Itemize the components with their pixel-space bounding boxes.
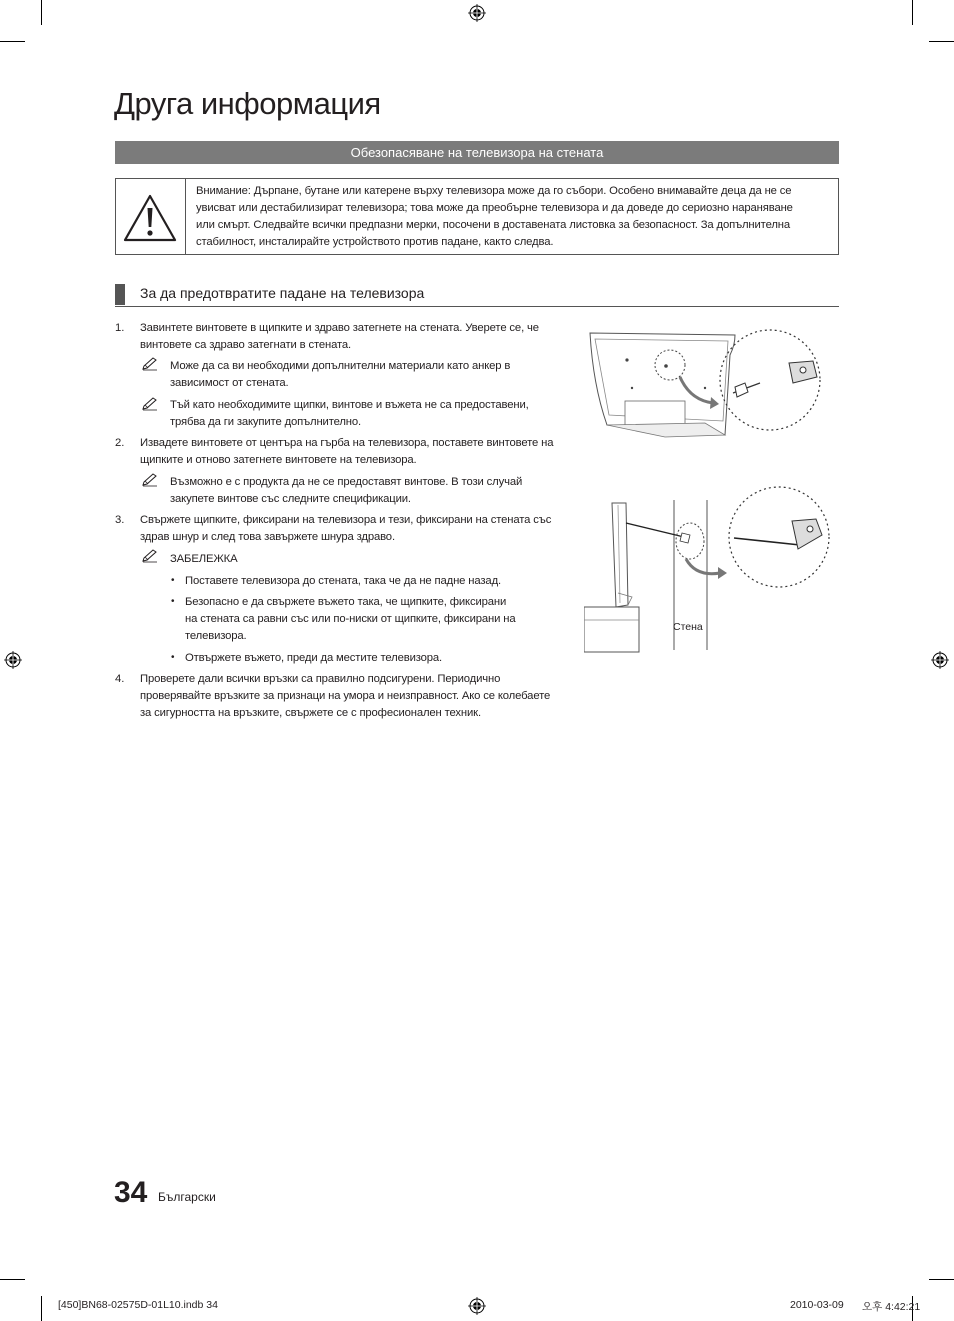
crop-mark xyxy=(41,1296,42,1321)
step-number: 1. xyxy=(115,322,125,334)
step-text: Проверете дали всички връзки са правилно подсигурени. Периодично проверявайте връзките за признаци на умора и неизправност. Ако се колебаете за сигурността на връзките, свържете се с професионален техник. xyxy=(140,673,551,719)
registration-mark-icon xyxy=(931,651,949,669)
caution-text xyxy=(196,183,832,251)
crop-mark xyxy=(0,41,25,42)
page-title: Друга информация xyxy=(114,86,381,121)
crop-mark xyxy=(912,0,913,25)
step-number: 2. xyxy=(115,437,125,449)
sub-heading-text: За да предотвратите падане на телевизора xyxy=(140,285,425,301)
footer-file-info: [450]BN68-02575D-01L10.indb 34 xyxy=(58,1299,218,1311)
caution-box xyxy=(115,178,839,255)
caution-line: увисват или дестабилизират телевизора; това може да преобърне телевизора и да доведе до сериозно нараняване xyxy=(196,202,793,214)
caution-line: стабилност, инсталирайте устройството против падане, както следва. xyxy=(196,236,554,248)
page-number: 34 xyxy=(114,1176,148,1209)
crop-mark xyxy=(0,1279,25,1280)
step-number: 4. xyxy=(115,673,125,685)
registration-mark-icon xyxy=(4,651,22,669)
section-title-bar: Обезопасяване на телевизора на стената xyxy=(115,141,839,164)
note-text: Може да са ви необходими допълнителни материали като анкер в зависимост от стената. xyxy=(170,360,511,389)
caution-label: Внимание xyxy=(196,185,248,197)
language-label: Български xyxy=(158,1190,216,1204)
tv-wall-cord-illustration xyxy=(584,485,834,655)
registration-mark-icon xyxy=(468,4,486,22)
tv-back-clip-illustration xyxy=(585,325,830,445)
crop-mark xyxy=(41,0,42,25)
registration-mark-icon xyxy=(468,1297,486,1315)
step-text: Свържете щипките, фиксирани на телевизора и тези, фиксирани на стената със здрав шнур и след това завържете шнура здраво. xyxy=(140,514,552,543)
bullet-icon: • xyxy=(171,652,175,663)
step-text: Завинтете винтовете в щипките и здраво затегнете на стената. Уверете се, че винтовете са здраво затегнати в стената. xyxy=(140,322,539,351)
note-heading: ЗАБЕЛЕЖКА xyxy=(170,553,238,565)
bullet-text: Отвържете въжето, преди да местите телевизора. xyxy=(185,652,443,664)
note-pencil-icon xyxy=(141,473,159,487)
step-number: 3. xyxy=(115,514,125,526)
bullet-text: Поставете телевизора до стената, така че да не падне назад. xyxy=(185,575,501,587)
crop-mark xyxy=(929,41,954,42)
caution-divider xyxy=(185,179,186,254)
bullet-icon: • xyxy=(171,575,175,586)
sub-heading xyxy=(115,284,839,307)
footer-date: 2010-03-09 xyxy=(790,1299,844,1311)
note-text: Възможно е с продукта да не се предоставят винтове. В този случай закупете винтове със следните спецификации. xyxy=(170,476,523,505)
heading-marker xyxy=(115,284,125,305)
wall-label: Стена xyxy=(673,621,703,633)
note-pencil-icon xyxy=(141,397,159,411)
note-pencil-icon xyxy=(141,549,159,563)
bullet-icon: • xyxy=(171,596,175,607)
step-text: Извадете винтовете от центъра на гърба на телевизора, поставете винтовете на щипките и отново затегнете винтовете на телевизора. xyxy=(140,437,554,466)
caution-line: : Дърпане, бутане или катерене върху телевизора може да го събори. Особено внимавайте деца да не се xyxy=(247,185,792,197)
note-pencil-icon xyxy=(141,357,159,371)
crop-mark xyxy=(929,1279,954,1280)
caution-line: или смърт. Следвайте всички предпазни мерки, посочени в доставената листовка за безопасност. За допълнителна xyxy=(196,219,791,231)
warning-triangle-icon xyxy=(122,193,178,243)
bullet-text: Безопасно е да свържете въжето така, че щипките, фиксирани на стената са равни със или по-ниски от щипките, фиксирани на телевизора. xyxy=(185,596,516,642)
footer-time: 오후 4:42:21 xyxy=(862,1301,921,1313)
note-text: Тъй като необходимите щипки, винтове и въжета не са предоставени, трябва да ги закупите допълнително. xyxy=(170,399,529,428)
